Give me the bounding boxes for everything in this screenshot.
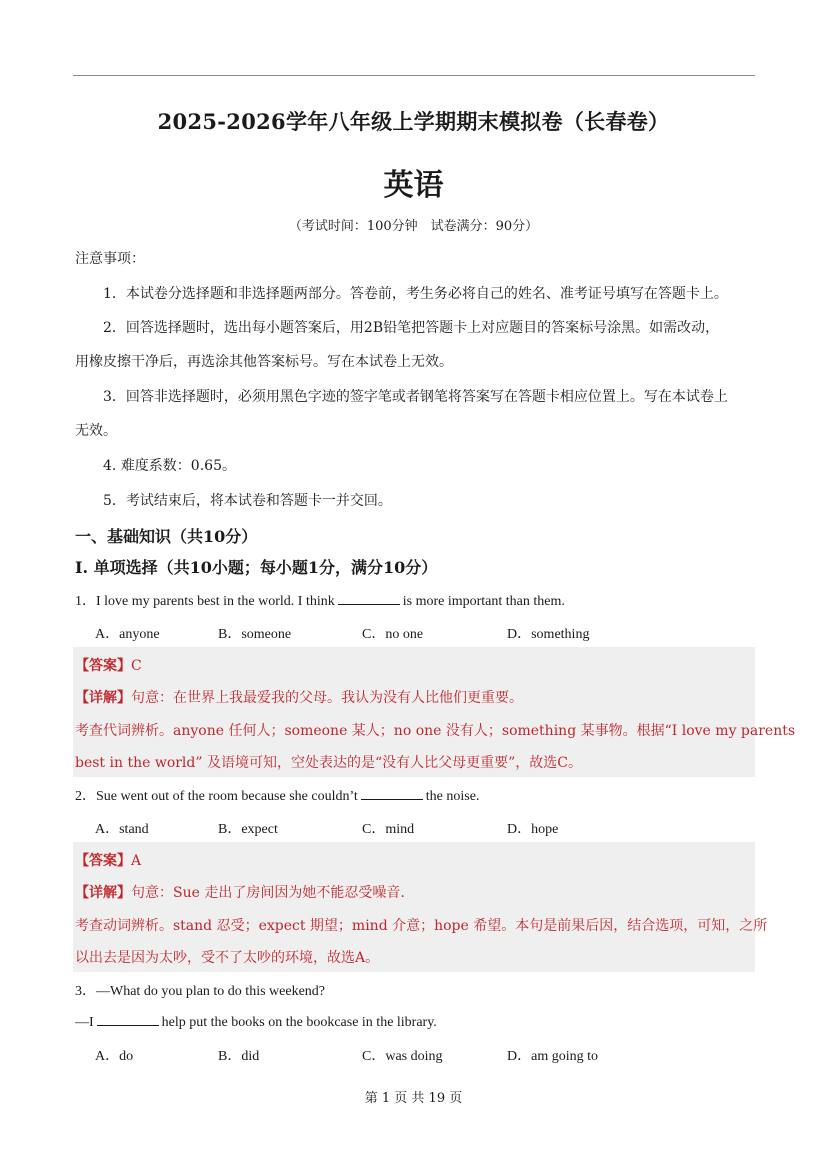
- answer-blank: [97, 1013, 159, 1026]
- question-1-option-a: A．anyone: [95, 627, 160, 642]
- page-number: 第 1 页 共 19 页: [364, 1091, 463, 1106]
- header-rule: [73, 75, 755, 76]
- answer-blank: [338, 592, 400, 605]
- question-2-detail-2: 考查动词辨析。stand 忍受；expect 期望；mind 介意；hope 希望。本句是前果后因，结合选项，可知，之所: [75, 918, 768, 934]
- question-3-stem-line-2: [75, 1013, 437, 1031]
- question-1-detail-3: best in the world” 及语境可知，空处表达的是“没有人比父母更重要”，故选C。: [75, 755, 583, 771]
- question-2-detail-3: 以出去是因为太吵，受不了太吵的环境，故选A。: [75, 950, 380, 966]
- question-2-option-c: C．mind: [362, 822, 415, 837]
- question-1-detail-2: 考查代词辨析。anyone 任何人；someone 某人；no one 没有人；something 某事物。根据“I love my parents: [75, 723, 796, 739]
- detail-text: 句意：Sue 走出了房间因为她不能忍受噪音.: [131, 885, 405, 901]
- page-title: 2025-2026学年八年级上学期期末模拟卷（长春卷）: [157, 109, 670, 134]
- question-3-stem-line-1: 3．—What do you plan to do this weekend?: [75, 984, 326, 999]
- stem-after: help put the books on the bookcase in the library.: [161, 1015, 437, 1030]
- question-1-option-d: D．something: [507, 627, 590, 642]
- question-2-option-d: D．hope: [507, 822, 559, 837]
- stem-after: is more important than them.: [402, 594, 565, 609]
- stem-before: —I: [75, 1015, 94, 1030]
- detail-text: 句意：在世界上我最爱我的父母。我认为没有人比他们更重要。: [131, 690, 523, 706]
- question-2-stem: [75, 785, 479, 805]
- question-2-answer: [75, 850, 141, 870]
- notes-heading: 注意事项：: [75, 251, 145, 267]
- question-3-option-d: D．am going to: [507, 1049, 598, 1064]
- section-heading: 一、基础知识（共10分）: [75, 527, 258, 546]
- question-3-option-b: B．did: [218, 1049, 260, 1064]
- note-4: 4. 难度系数：0.65。: [103, 458, 236, 474]
- answer-value: C: [131, 658, 142, 674]
- question-3-option-a: A．do: [95, 1049, 134, 1064]
- stem-before: 2．Sue went out of the room because she couldn’t: [75, 789, 358, 804]
- stem-after: the noise.: [425, 789, 480, 804]
- subsection-heading: I. 单项选择（共10小题；每小题1分，满分10分）: [75, 558, 438, 577]
- exam-info: （考试时间：100分钟 试卷满分：90分）: [288, 219, 539, 234]
- question-1-answer: [75, 655, 142, 675]
- answer-label: 【答案】: [75, 658, 131, 674]
- detail-label: 【详解】: [75, 885, 131, 901]
- answer-value: A: [131, 853, 142, 869]
- note-5: 5．考试结束后，将本试卷和答题卡一并交回。: [103, 493, 392, 509]
- question-2-option-a: A．stand: [95, 822, 149, 837]
- question-1-option-b: B．someone: [218, 627, 292, 642]
- stem-before: 1．I love my parents best in the world. I think: [75, 594, 335, 609]
- subject-title: 英语: [383, 168, 444, 203]
- answer-blank: [361, 787, 423, 800]
- detail-label: 【详解】: [75, 690, 131, 706]
- note-3-cont: 无效。: [75, 423, 117, 439]
- question-2-detail-1: [75, 882, 405, 902]
- question-1-stem: [75, 590, 565, 610]
- question-1-option-c: C．no one: [362, 627, 424, 642]
- question-2-option-b: B．expect: [218, 822, 278, 837]
- note-3: 3．回答非选择题时，必须用黑色字迹的签字笔或者钢笔将答案写在答题卡相应位置上。写在本试卷上: [103, 389, 728, 405]
- question-3-option-c: C．was doing: [362, 1049, 443, 1064]
- question-1-detail-1: [75, 687, 523, 707]
- note-1: 1．本试卷分选择题和非选择题两部分。答卷前，考生务必将自己的姓名、准考证号填写在答题卡上。: [103, 286, 728, 302]
- answer-label: 【答案】: [75, 853, 131, 869]
- note-2-cont: 用橡皮擦干净后，再选涂其他答案标号。写在本试卷上无效。: [75, 354, 453, 370]
- note-2: 2．回答选择题时，选出每小题答案后，用2B铅笔把答题卡上对应题目的答案标号涂黑。如需改动，: [103, 320, 720, 336]
